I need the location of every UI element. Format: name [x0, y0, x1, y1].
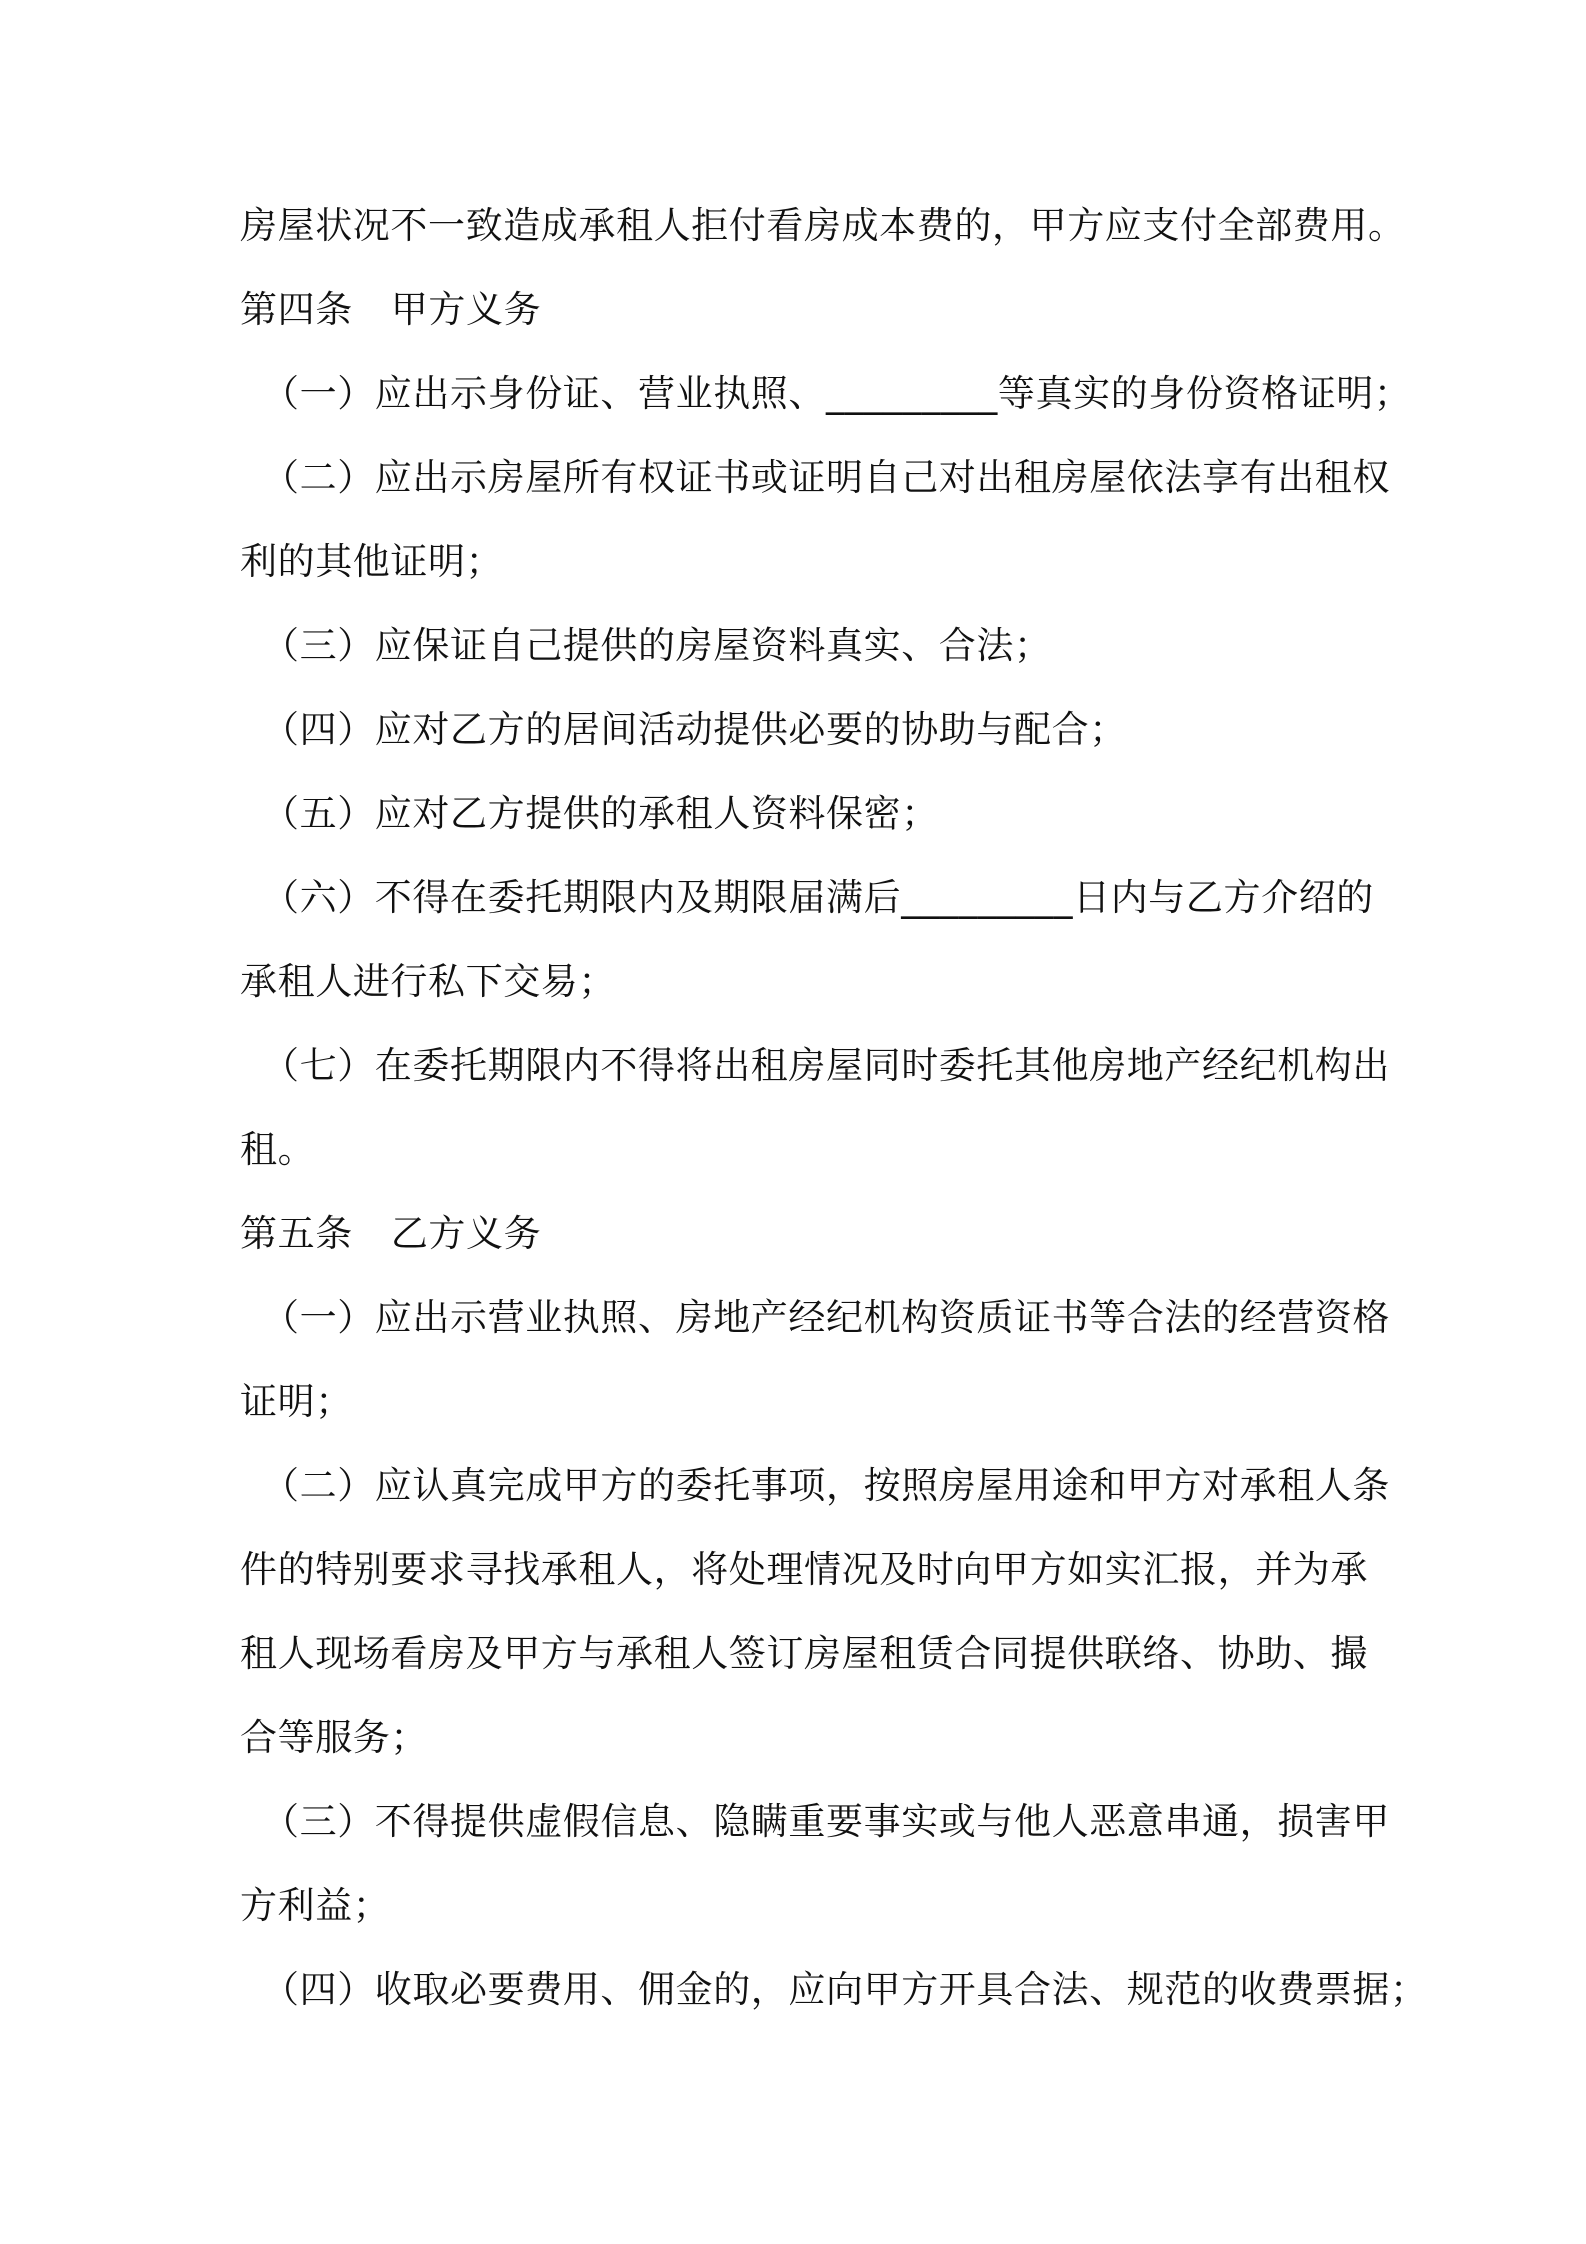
- text-line: 合等服务；: [240, 1716, 428, 1759]
- article-number: 第五条: [240, 1212, 353, 1255]
- text-line: （一）应出示身份证、营业执照、_________等真实的身份资格证明；: [262, 372, 1412, 415]
- text-line: （二）应认真完成甲方的委托事项，按照房屋用途和甲方对承租人条: [262, 1464, 1390, 1507]
- article-title: 乙方义务: [390, 1212, 542, 1255]
- article-title: 甲方义务: [390, 288, 542, 331]
- article-5-heading: [240, 1209, 541, 1259]
- text-line: 件的特别要求寻找承租人，将处理情况及时向甲方如实汇报，并为承: [240, 1548, 1368, 1591]
- text-line: 证明；: [240, 1380, 353, 1423]
- text-line: （七）在委托期限内不得将出租房屋同时委托其他房地产经纪机构出: [262, 1044, 1390, 1087]
- text-line: 租。: [240, 1128, 316, 1171]
- text-line: （一）应出示营业执照、房地产经纪机构资质证书等合法的经营资格: [262, 1296, 1390, 1339]
- text-line: （三）应保证自己提供的房屋资料真实、合法；: [262, 624, 1052, 667]
- text-line: 承租人进行私下交易；: [240, 960, 616, 1003]
- text-line: （六）不得在委托期限内及期限届满后_________日内与乙方介绍的: [262, 876, 1374, 919]
- text-line: 方利益；: [240, 1884, 391, 1927]
- text-line: 利的其他证明；: [240, 540, 504, 583]
- text-line: 租人现场看房及甲方与承租人签订房屋租赁合同提供联络、协助、撮: [240, 1632, 1368, 1675]
- text-line: （四）应对乙方的居间活动提供必要的协助与配合；: [262, 708, 1127, 751]
- text-line: （四）收取必要费用、佣金的，应向甲方开具合法、规范的收费票据；: [262, 1968, 1428, 2011]
- text-line: 房屋状况不一致造成承租人拒付看房成本费的，甲方应支付全部费用。: [240, 204, 1406, 247]
- article-4-heading: [240, 285, 541, 335]
- text-line: （三）不得提供虚假信息、隐瞒重要事实或与他人恶意串通，损害甲: [262, 1800, 1390, 1843]
- text-line: （五）应对乙方提供的承租人资料保密；: [262, 792, 939, 835]
- article-number: 第四条: [240, 288, 353, 331]
- text-line: （二）应出示房屋所有权证书或证明自己对出租房屋依法享有出租权: [262, 456, 1390, 499]
